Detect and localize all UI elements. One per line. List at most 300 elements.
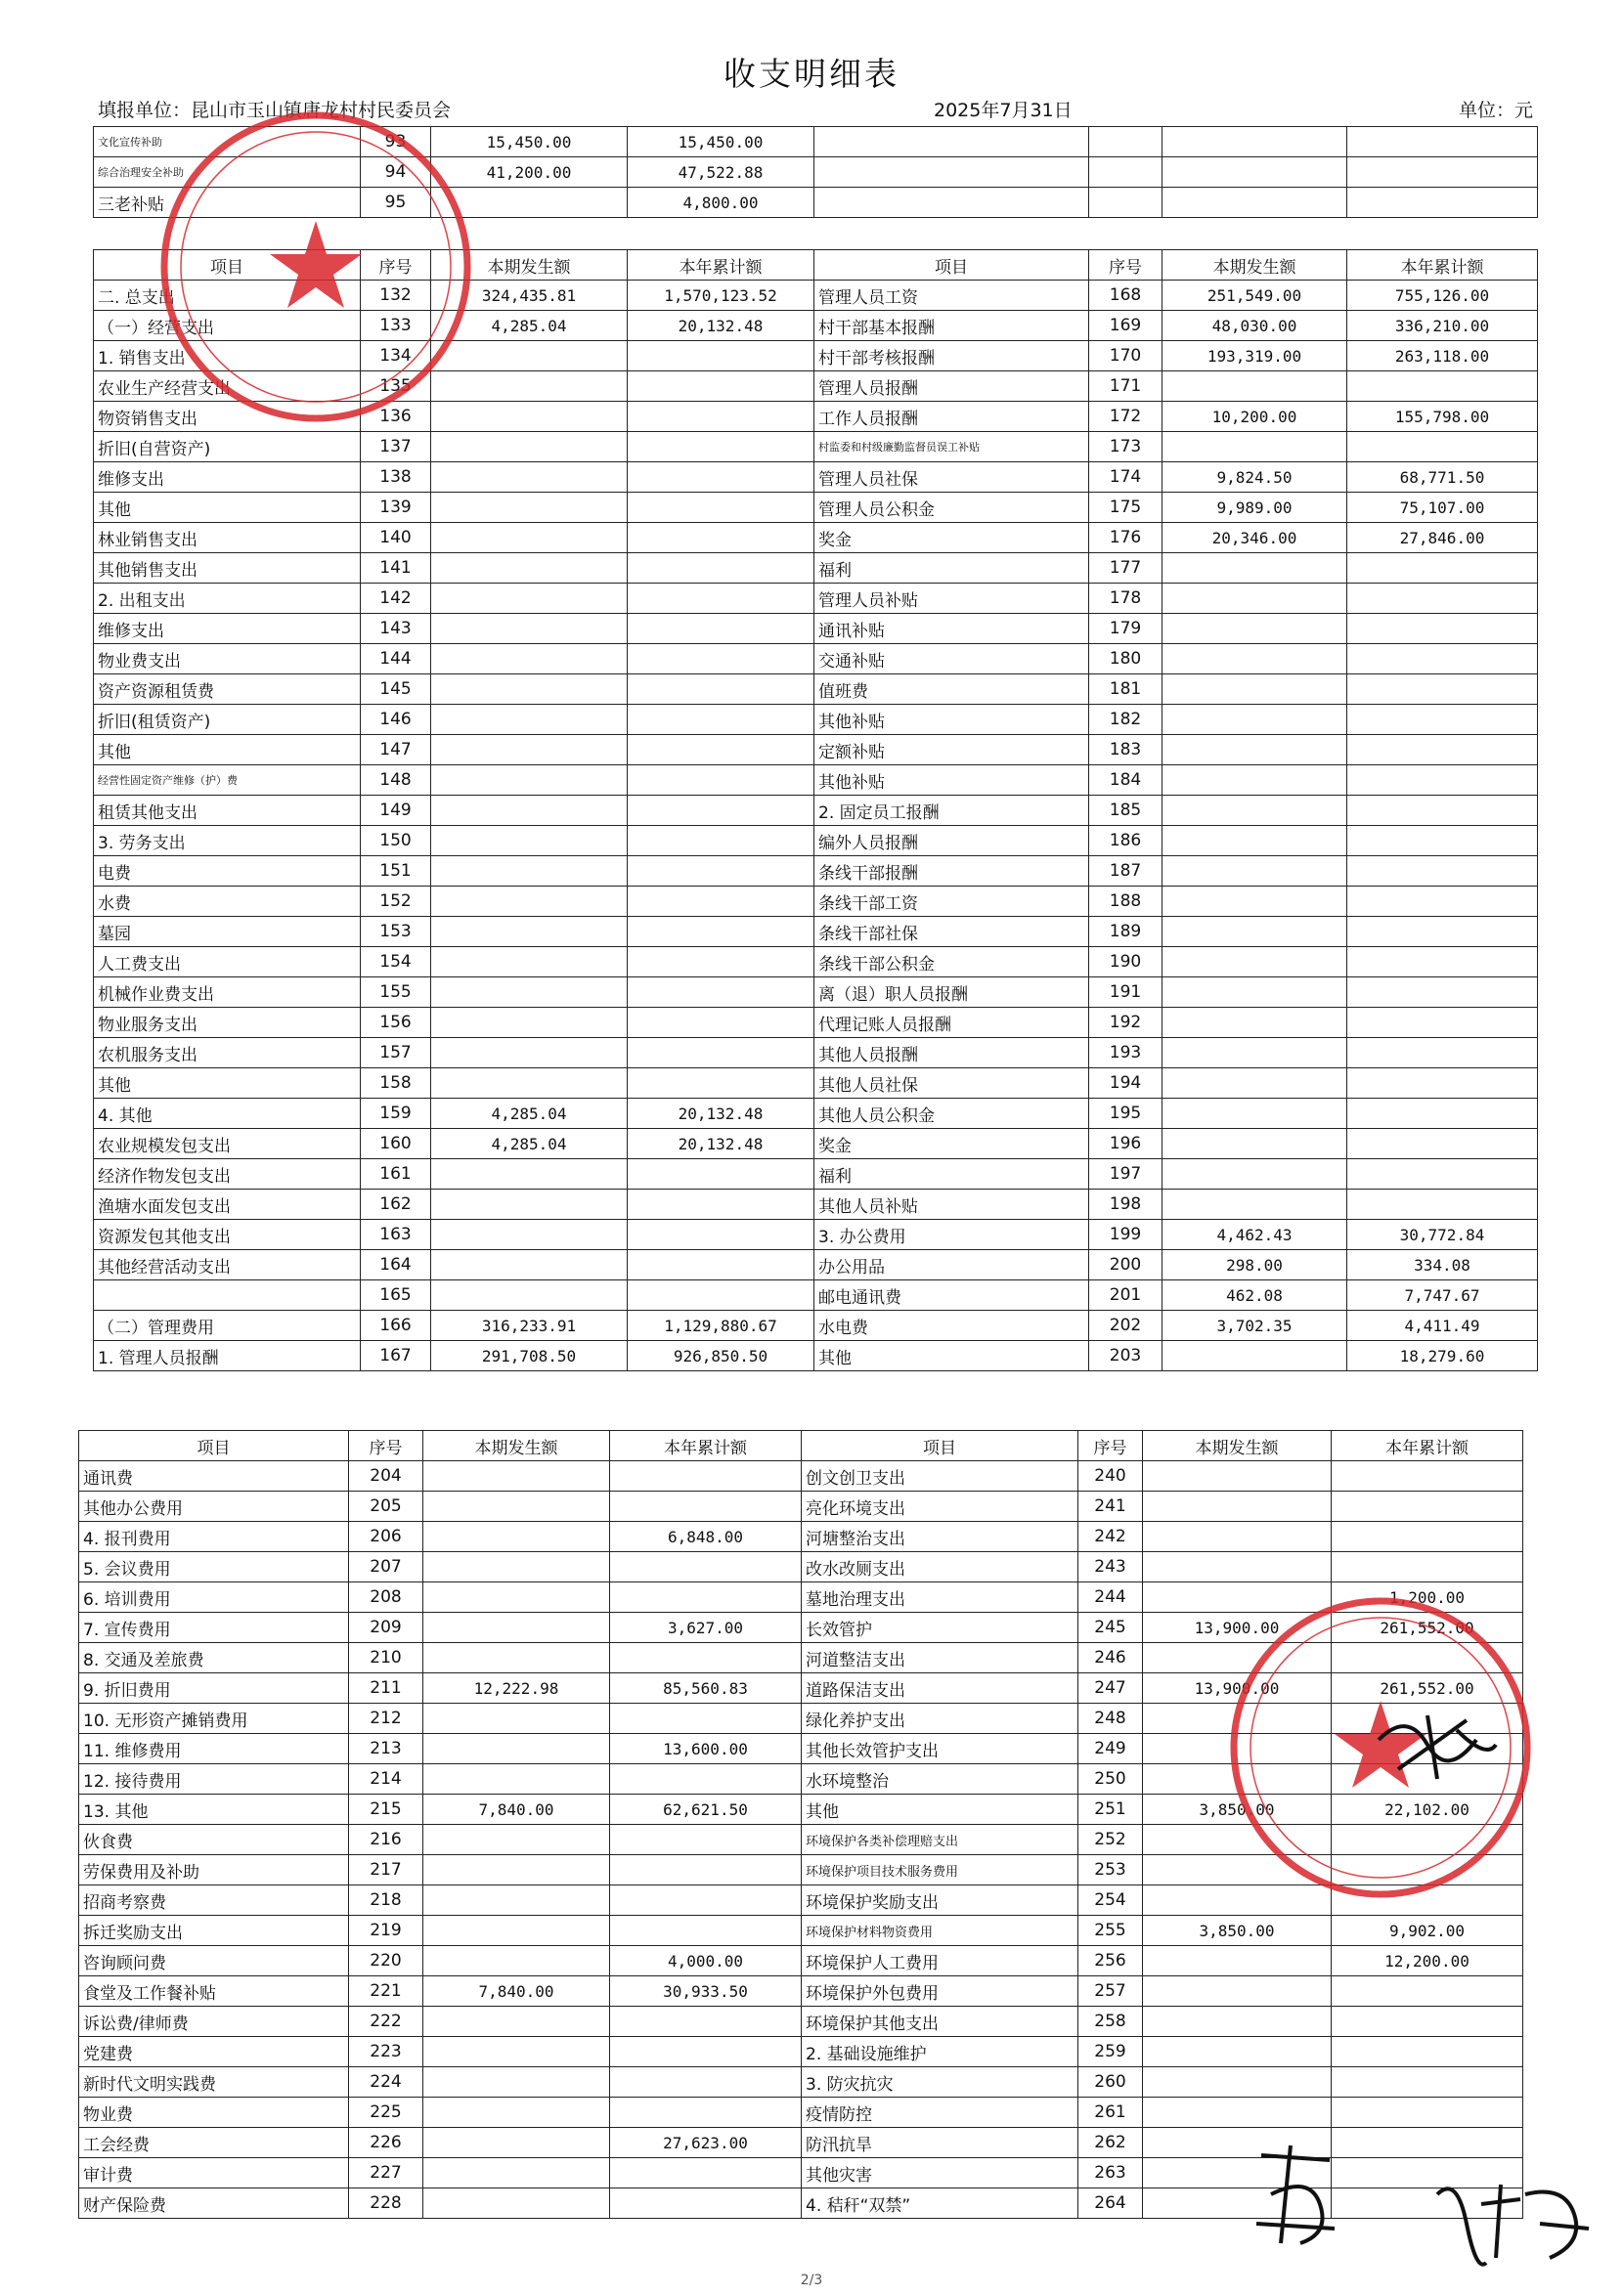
item-cell: 物业服务支出 bbox=[94, 1008, 361, 1038]
table-row bbox=[79, 2037, 1523, 2067]
seq-cell: 163 bbox=[361, 1220, 431, 1250]
period-amount-cell: 12,222.98 bbox=[423, 1673, 610, 1704]
table-row bbox=[94, 523, 1538, 553]
seq-cell: 94 bbox=[361, 157, 431, 188]
period-amount-cell: 3,850.00 bbox=[1143, 1916, 1332, 1946]
seq-cell: 165 bbox=[361, 1280, 431, 1311]
item-cell: 环境保护项目技术服务费用 bbox=[802, 1855, 1078, 1885]
item-cell: 亮化环境支出 bbox=[802, 1492, 1078, 1522]
period-amount-cell bbox=[431, 644, 628, 674]
ytd-amount-cell: 261,552.00 bbox=[1332, 1613, 1523, 1643]
period-amount-cell: 462.08 bbox=[1162, 1280, 1347, 1311]
seq-cell: 203 bbox=[1089, 1341, 1162, 1371]
period-amount-cell bbox=[423, 1582, 610, 1613]
header-period: 本期发生额 bbox=[431, 250, 628, 281]
ytd-amount-cell: 20,132.48 bbox=[628, 1099, 814, 1129]
period-amount-cell bbox=[1162, 614, 1347, 644]
period-amount-cell bbox=[1143, 2037, 1332, 2067]
seq-cell: 187 bbox=[1089, 856, 1162, 887]
period-amount-cell bbox=[431, 826, 628, 856]
period-amount-cell bbox=[1162, 887, 1347, 917]
item-cell: 电费 bbox=[94, 856, 361, 887]
period-amount-cell bbox=[1162, 1099, 1347, 1129]
seq-cell: 173 bbox=[1089, 432, 1162, 462]
seq-cell: 227 bbox=[349, 2158, 423, 2188]
item-cell: 二. 总支出 bbox=[94, 281, 361, 311]
period-amount-cell bbox=[431, 887, 628, 917]
item-cell: 1. 管理人员报酬 bbox=[94, 1341, 361, 1371]
seq-cell: 193 bbox=[1089, 1038, 1162, 1068]
header-period: 本期发生额 bbox=[423, 1431, 610, 1461]
period-amount-cell bbox=[1162, 157, 1347, 188]
item-cell: 租赁其他支出 bbox=[94, 796, 361, 826]
seq-cell: 202 bbox=[1089, 1311, 1162, 1341]
ytd-amount-cell: 47,522.88 bbox=[628, 157, 814, 188]
period-amount-cell bbox=[431, 705, 628, 735]
ytd-amount-cell bbox=[628, 462, 814, 493]
ytd-amount-cell: 9,902.00 bbox=[1332, 1916, 1523, 1946]
period-amount-cell bbox=[423, 2158, 610, 2188]
ytd-amount-cell: 68,771.50 bbox=[1347, 462, 1538, 493]
item-cell: 招商考察费 bbox=[79, 1885, 349, 1916]
seq-cell: 182 bbox=[1089, 705, 1162, 735]
ytd-amount-cell bbox=[1332, 1461, 1523, 1492]
seq-cell: 145 bbox=[361, 674, 431, 705]
ytd-amount-cell bbox=[628, 826, 814, 856]
seq-cell: 214 bbox=[349, 1764, 423, 1795]
table-row bbox=[94, 977, 1538, 1008]
seq-cell: 195 bbox=[1089, 1099, 1162, 1129]
header-period: 本期发生额 bbox=[1143, 1431, 1332, 1461]
seq-cell: 243 bbox=[1078, 1552, 1143, 1582]
ytd-amount-cell bbox=[610, 2158, 802, 2188]
ytd-amount-cell bbox=[628, 493, 814, 523]
ytd-amount-cell: 926,850.50 bbox=[628, 1341, 814, 1371]
seq-cell: 215 bbox=[349, 1795, 423, 1825]
item-cell: 财产保险费 bbox=[79, 2188, 349, 2219]
item-cell: 4. 其他 bbox=[94, 1099, 361, 1129]
seq-cell: 135 bbox=[361, 371, 431, 402]
period-amount-cell: 48,030.00 bbox=[1162, 311, 1347, 341]
seq-cell: 133 bbox=[361, 311, 431, 341]
ytd-amount-cell bbox=[610, 2098, 802, 2128]
period-amount-cell bbox=[431, 917, 628, 947]
ytd-amount-cell bbox=[628, 1008, 814, 1038]
period-amount-cell: 13,900.00 bbox=[1143, 1673, 1332, 1704]
item-cell: 经营性固定资产维修（护）费 bbox=[94, 765, 361, 796]
ytd-amount-cell bbox=[628, 947, 814, 977]
ytd-amount-cell bbox=[1332, 1976, 1523, 2007]
period-amount-cell bbox=[431, 553, 628, 584]
period-amount-cell bbox=[1143, 1492, 1332, 1522]
table-header bbox=[79, 1431, 1523, 1461]
period-amount-cell bbox=[431, 1068, 628, 1099]
ytd-amount-cell bbox=[628, 1250, 814, 1280]
ytd-amount-cell bbox=[628, 856, 814, 887]
seq-cell: 184 bbox=[1089, 765, 1162, 796]
header-item: 项目 bbox=[79, 1431, 349, 1461]
seq-cell: 256 bbox=[1078, 1946, 1143, 1976]
ytd-amount-cell bbox=[1347, 1099, 1538, 1129]
item-cell: 2. 基础设施维护 bbox=[802, 2037, 1078, 2067]
ytd-amount-cell bbox=[610, 1855, 802, 1885]
item-cell: 资源发包其他支出 bbox=[94, 1220, 361, 1250]
item-cell: 物业费支出 bbox=[94, 644, 361, 674]
item-cell: 食堂及工作餐补贴 bbox=[79, 1976, 349, 2007]
item-cell: 其他人员社保 bbox=[814, 1068, 1089, 1099]
item-cell: 经济作物发包支出 bbox=[94, 1159, 361, 1190]
item-cell: 其他人员补贴 bbox=[814, 1190, 1089, 1220]
item-cell: 定额补贴 bbox=[814, 735, 1089, 765]
item-cell: 墓地治理支出 bbox=[802, 1582, 1078, 1613]
period-amount-cell: 20,346.00 bbox=[1162, 523, 1347, 553]
seq-cell: 205 bbox=[349, 1492, 423, 1522]
period-amount-cell: 193,319.00 bbox=[1162, 341, 1347, 371]
period-amount-cell bbox=[423, 1492, 610, 1522]
ytd-amount-cell: 261,552.00 bbox=[1332, 1673, 1523, 1704]
seq-cell: 244 bbox=[1078, 1582, 1143, 1613]
seq-cell: 147 bbox=[361, 735, 431, 765]
item-cell bbox=[94, 1280, 361, 1311]
period-amount-cell bbox=[1143, 1946, 1332, 1976]
period-amount-cell bbox=[431, 584, 628, 614]
ytd-amount-cell bbox=[610, 1552, 802, 1582]
table-row bbox=[79, 1552, 1523, 1582]
seq-cell: 180 bbox=[1089, 644, 1162, 674]
table-row bbox=[94, 917, 1538, 947]
seq-cell: 158 bbox=[361, 1068, 431, 1099]
item-cell: 条线干部社保 bbox=[814, 917, 1089, 947]
item-cell: 农机服务支出 bbox=[94, 1038, 361, 1068]
ytd-amount-cell: 155,798.00 bbox=[1347, 402, 1538, 432]
table-row bbox=[94, 705, 1538, 735]
ytd-amount-cell bbox=[610, 2188, 802, 2219]
ytd-amount-cell: 18,279.60 bbox=[1347, 1341, 1538, 1371]
period-amount-cell bbox=[431, 432, 628, 462]
ytd-amount-cell bbox=[1347, 1190, 1538, 1220]
period-amount-cell bbox=[1143, 1461, 1332, 1492]
header-seq: 序号 bbox=[1078, 1431, 1143, 1461]
ytd-amount-cell: 15,450.00 bbox=[628, 127, 814, 157]
item-cell: 审计费 bbox=[79, 2158, 349, 2188]
table-row bbox=[94, 432, 1538, 462]
item-cell: 7. 宣传费用 bbox=[79, 1613, 349, 1643]
header-item: 项目 bbox=[802, 1431, 1078, 1461]
seq-cell: 137 bbox=[361, 432, 431, 462]
seq-cell: 155 bbox=[361, 977, 431, 1008]
period-amount-cell bbox=[431, 1008, 628, 1038]
seq-cell: 152 bbox=[361, 887, 431, 917]
seq-cell: 217 bbox=[349, 1855, 423, 1885]
period-amount-cell: 3,702.35 bbox=[1162, 1311, 1347, 1341]
item-cell: 资产资源租赁费 bbox=[94, 674, 361, 705]
ytd-amount-cell bbox=[1347, 1008, 1538, 1038]
ytd-amount-cell bbox=[610, 1492, 802, 1522]
period-amount-cell bbox=[431, 1190, 628, 1220]
period-amount-cell bbox=[431, 614, 628, 644]
period-amount-cell bbox=[1162, 644, 1347, 674]
table-row bbox=[94, 1190, 1538, 1220]
period-amount-cell bbox=[423, 1764, 610, 1795]
item-cell bbox=[814, 157, 1089, 188]
item-cell: 文化宣传补助 bbox=[94, 127, 361, 157]
seq-cell: 186 bbox=[1089, 826, 1162, 856]
seq-cell: 185 bbox=[1089, 796, 1162, 826]
period-amount-cell bbox=[423, 2007, 610, 2037]
item-cell: 渔塘水面发包支出 bbox=[94, 1190, 361, 1220]
period-amount-cell: 298.00 bbox=[1162, 1250, 1347, 1280]
ytd-amount-cell bbox=[610, 1461, 802, 1492]
ytd-amount-cell: 13,600.00 bbox=[610, 1734, 802, 1764]
ytd-amount-cell bbox=[1347, 432, 1538, 462]
ytd-amount-cell bbox=[628, 977, 814, 1008]
ytd-amount-cell bbox=[1347, 157, 1538, 188]
item-cell: 工作人员报酬 bbox=[814, 402, 1089, 432]
period-amount-cell bbox=[1162, 371, 1347, 402]
item-cell: 防汛抗旱 bbox=[802, 2128, 1078, 2158]
item-cell: 水环境整治 bbox=[802, 1764, 1078, 1795]
period-amount-cell bbox=[1162, 765, 1347, 796]
header-ytd: 本年累计额 bbox=[610, 1431, 802, 1461]
period-amount-cell: 9,989.00 bbox=[1162, 493, 1347, 523]
seq-cell: 151 bbox=[361, 856, 431, 887]
item-cell: 劳保费用及补助 bbox=[79, 1855, 349, 1885]
period-amount-cell bbox=[423, 1916, 610, 1946]
seq-cell: 95 bbox=[361, 188, 431, 218]
table-row bbox=[79, 2067, 1523, 2098]
table-row bbox=[79, 1492, 1523, 1522]
ytd-amount-cell: 12,200.00 bbox=[1332, 1946, 1523, 1976]
table-row bbox=[94, 584, 1538, 614]
ytd-amount-cell bbox=[1347, 826, 1538, 856]
item-cell: 条线干部工资 bbox=[814, 887, 1089, 917]
item-cell: 河道整洁支出 bbox=[802, 1643, 1078, 1673]
period-amount-cell bbox=[423, 1552, 610, 1582]
table-row bbox=[79, 2007, 1523, 2037]
item-cell: 折旧(租赁资产) bbox=[94, 705, 361, 735]
ytd-amount-cell bbox=[1332, 2128, 1523, 2158]
table-row bbox=[94, 644, 1538, 674]
period-amount-cell bbox=[423, 1946, 610, 1976]
ytd-amount-cell: 75,107.00 bbox=[1347, 493, 1538, 523]
table-row bbox=[94, 674, 1538, 705]
item-cell: 管理人员工资 bbox=[814, 281, 1089, 311]
period-amount-cell bbox=[431, 765, 628, 796]
period-amount-cell: 4,285.04 bbox=[431, 311, 628, 341]
ytd-amount-cell: 20,132.48 bbox=[628, 1129, 814, 1159]
item-cell: 农业规模发包支出 bbox=[94, 1129, 361, 1159]
seq-cell: 209 bbox=[349, 1613, 423, 1643]
item-cell: 管理人员公积金 bbox=[814, 493, 1089, 523]
period-amount-cell bbox=[1162, 856, 1347, 887]
ytd-amount-cell bbox=[628, 1220, 814, 1250]
ytd-amount-cell bbox=[1347, 644, 1538, 674]
page-number: 2/3 bbox=[800, 2273, 823, 2288]
ytd-amount-cell bbox=[628, 765, 814, 796]
item-cell: 4. 报刊费用 bbox=[79, 1522, 349, 1552]
ytd-amount-cell bbox=[1347, 796, 1538, 826]
period-amount-cell bbox=[431, 856, 628, 887]
seq-cell: 175 bbox=[1089, 493, 1162, 523]
table-row bbox=[94, 614, 1538, 644]
item-cell: （一）经营支出 bbox=[94, 311, 361, 341]
item-cell: 创文创卫支出 bbox=[802, 1461, 1078, 1492]
seq-cell: 166 bbox=[361, 1311, 431, 1341]
ytd-amount-cell bbox=[1347, 1159, 1538, 1190]
table-row bbox=[94, 1129, 1538, 1159]
table-row bbox=[94, 765, 1538, 796]
seq-cell: 189 bbox=[1089, 917, 1162, 947]
seq-cell: 208 bbox=[349, 1582, 423, 1613]
item-cell: 12. 接待费用 bbox=[79, 1764, 349, 1795]
seq-cell: 142 bbox=[361, 584, 431, 614]
ytd-amount-cell: 4,800.00 bbox=[628, 188, 814, 218]
period-amount-cell bbox=[423, 2188, 610, 2219]
seq-cell: 199 bbox=[1089, 1220, 1162, 1250]
item-cell: 改水改厕支出 bbox=[802, 1552, 1078, 1582]
item-cell: 物资销售支出 bbox=[94, 402, 361, 432]
seq-cell: 191 bbox=[1089, 977, 1162, 1008]
item-cell: 奖金 bbox=[814, 523, 1089, 553]
period-amount-cell bbox=[431, 674, 628, 705]
ytd-amount-cell bbox=[1347, 371, 1538, 402]
table-row bbox=[94, 1008, 1538, 1038]
item-cell: 林业销售支出 bbox=[94, 523, 361, 553]
seq-cell: 167 bbox=[361, 1341, 431, 1371]
item-cell: 其他经营活动支出 bbox=[94, 1250, 361, 1280]
seq-cell: 172 bbox=[1089, 402, 1162, 432]
period-amount-cell bbox=[1162, 553, 1347, 584]
seq-cell: 246 bbox=[1078, 1643, 1143, 1673]
item-cell: 9. 折旧费用 bbox=[79, 1673, 349, 1704]
seq-cell: 150 bbox=[361, 826, 431, 856]
period-amount-cell bbox=[431, 796, 628, 826]
ytd-amount-cell: 336,210.00 bbox=[1347, 311, 1538, 341]
seq-cell: 169 bbox=[1089, 311, 1162, 341]
table-row bbox=[94, 1250, 1538, 1280]
seq-cell: 198 bbox=[1089, 1190, 1162, 1220]
period-amount-cell: 4,462.43 bbox=[1162, 1220, 1347, 1250]
period-amount-cell: 13,900.00 bbox=[1143, 1613, 1332, 1643]
header-ytd: 本年累计额 bbox=[1332, 1431, 1523, 1461]
ytd-amount-cell: 30,933.50 bbox=[610, 1976, 802, 2007]
period-amount-cell bbox=[431, 462, 628, 493]
table-row bbox=[94, 1068, 1538, 1099]
ytd-amount-cell: 334.08 bbox=[1347, 1250, 1538, 1280]
item-cell: 值班费 bbox=[814, 674, 1089, 705]
ytd-amount-cell: 20,132.48 bbox=[628, 311, 814, 341]
seq-cell: 164 bbox=[361, 1250, 431, 1280]
period-amount-cell bbox=[1162, 796, 1347, 826]
period-amount-cell: 9,824.50 bbox=[1162, 462, 1347, 493]
handwritten-signature bbox=[1427, 2165, 1599, 2273]
item-cell: 3. 劳务支出 bbox=[94, 826, 361, 856]
seq-cell: 134 bbox=[361, 341, 431, 371]
table-row bbox=[94, 1159, 1538, 1190]
seq-cell: 170 bbox=[1089, 341, 1162, 371]
seq-cell: 245 bbox=[1078, 1613, 1143, 1643]
seq-cell: 201 bbox=[1089, 1280, 1162, 1311]
seq-cell: 260 bbox=[1078, 2067, 1143, 2098]
item-cell: 村干部基本报酬 bbox=[814, 311, 1089, 341]
seq-cell: 196 bbox=[1089, 1129, 1162, 1159]
ytd-amount-cell bbox=[1347, 977, 1538, 1008]
seq-cell: 262 bbox=[1078, 2128, 1143, 2158]
ytd-amount-cell bbox=[610, 1885, 802, 1916]
seq-cell: 181 bbox=[1089, 674, 1162, 705]
item-cell: 福利 bbox=[814, 553, 1089, 584]
ytd-amount-cell bbox=[610, 2037, 802, 2067]
item-cell: 其他补贴 bbox=[814, 765, 1089, 796]
ytd-amount-cell bbox=[628, 523, 814, 553]
period-amount-cell: 4,285.04 bbox=[431, 1099, 628, 1129]
ytd-amount-cell bbox=[1347, 856, 1538, 887]
item-cell: 4. 秸秆“双禁” bbox=[802, 2188, 1078, 2219]
ytd-amount-cell bbox=[610, 1643, 802, 1673]
period-amount-cell: 7,840.00 bbox=[423, 1795, 610, 1825]
seq-cell: 264 bbox=[1078, 2188, 1143, 2219]
seq-cell: 200 bbox=[1089, 1250, 1162, 1280]
ytd-amount-cell bbox=[1347, 735, 1538, 765]
item-cell: 管理人员补贴 bbox=[814, 584, 1089, 614]
period-amount-cell bbox=[431, 735, 628, 765]
period-amount-cell: 15,450.00 bbox=[431, 127, 628, 157]
item-cell: 农业生产经营支出 bbox=[94, 371, 361, 402]
seq-cell: 192 bbox=[1089, 1008, 1162, 1038]
period-amount-cell bbox=[1162, 826, 1347, 856]
seq-cell: 212 bbox=[349, 1704, 423, 1734]
period-amount-cell bbox=[431, 947, 628, 977]
seq-cell: 240 bbox=[1078, 1461, 1143, 1492]
table-row bbox=[79, 1916, 1523, 1946]
item-cell: 通讯费 bbox=[79, 1461, 349, 1492]
ytd-amount-cell bbox=[628, 432, 814, 462]
seq-cell: 132 bbox=[361, 281, 431, 311]
ytd-amount-cell bbox=[1332, 2067, 1523, 2098]
ytd-amount-cell bbox=[628, 1280, 814, 1311]
item-cell: 其他人员公积金 bbox=[814, 1099, 1089, 1129]
item-cell: 其他灾害 bbox=[802, 2158, 1078, 2188]
seq-cell: 224 bbox=[349, 2067, 423, 2098]
item-cell bbox=[814, 127, 1089, 157]
ytd-amount-cell bbox=[1332, 2037, 1523, 2067]
seq-cell: 171 bbox=[1089, 371, 1162, 402]
period-amount-cell bbox=[1162, 1129, 1347, 1159]
report-date: 2025年7月31日 bbox=[934, 100, 1073, 121]
seq-cell: 226 bbox=[349, 2128, 423, 2158]
period-amount-cell bbox=[1162, 432, 1347, 462]
period-amount-cell bbox=[1162, 127, 1347, 157]
table-row bbox=[94, 462, 1538, 493]
item-cell: 伙食费 bbox=[79, 1825, 349, 1855]
seq-cell: 241 bbox=[1078, 1492, 1143, 1522]
period-amount-cell bbox=[431, 493, 628, 523]
item-cell: 5. 会议费用 bbox=[79, 1552, 349, 1582]
ytd-amount-cell bbox=[628, 674, 814, 705]
seq-cell: 139 bbox=[361, 493, 431, 523]
item-cell: 管理人员报酬 bbox=[814, 371, 1089, 402]
seq-cell: 153 bbox=[361, 917, 431, 947]
seq-cell bbox=[1089, 127, 1162, 157]
ytd-amount-cell bbox=[1347, 188, 1538, 218]
header-item: 项目 bbox=[94, 250, 361, 281]
table-row bbox=[79, 2098, 1523, 2128]
period-amount-cell bbox=[423, 1885, 610, 1916]
reporting-unit: 填报单位：昆山市玉山镇唐龙村村民委员会 bbox=[98, 100, 452, 121]
ytd-amount-cell bbox=[628, 614, 814, 644]
period-amount-cell: 3,850.00 bbox=[1143, 1795, 1332, 1825]
seq-cell: 225 bbox=[349, 2098, 423, 2128]
